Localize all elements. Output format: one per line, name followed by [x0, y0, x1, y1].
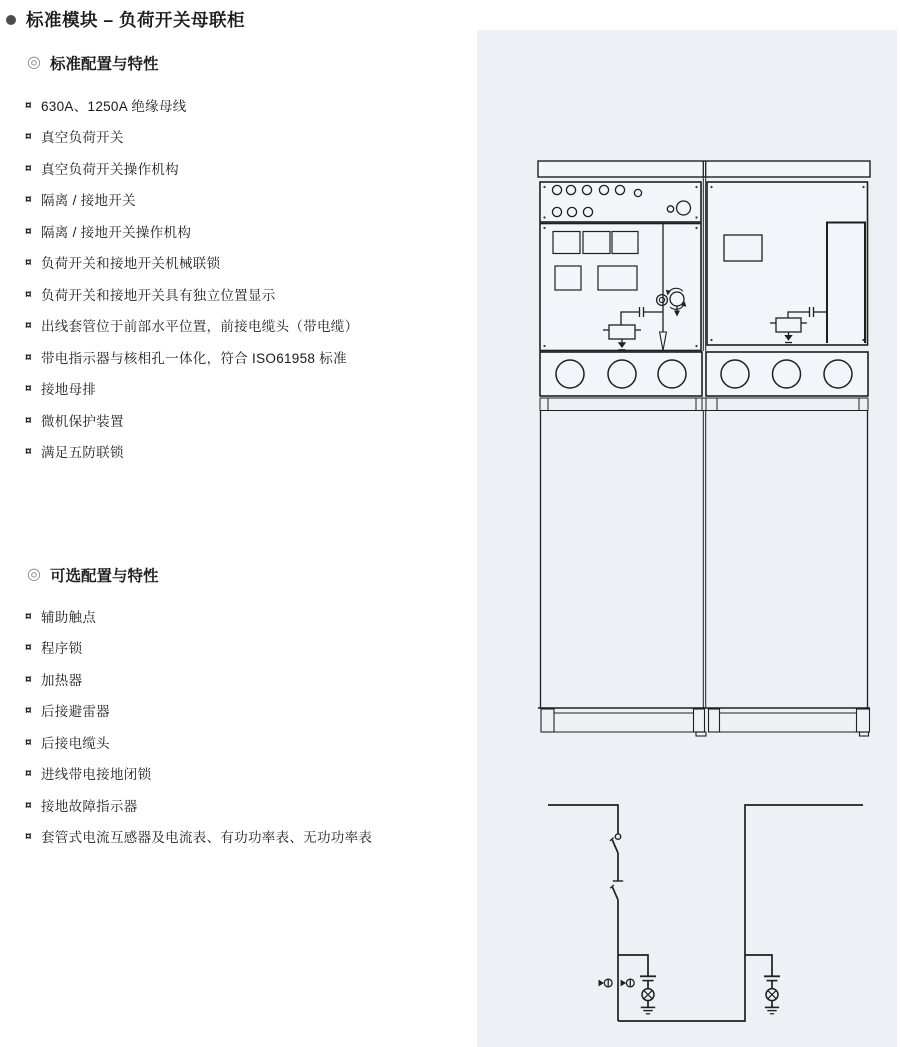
- feature-item-text: 加热器: [40, 672, 83, 688]
- left-instrument-panel: [540, 182, 701, 222]
- feature-item-text: 真空负荷开关操作机构: [40, 161, 179, 177]
- item-bullet-icon: ¤: [25, 129, 32, 144]
- item-bullet-icon: ¤: [25, 734, 32, 749]
- item-bullet-icon: ¤: [25, 381, 32, 396]
- mid-frame-band: [540, 398, 868, 411]
- feature-item: [25, 726, 372, 758]
- feature-item-text: 630A、1250A 绝缘母线: [40, 98, 187, 114]
- right-cabinet-door: [707, 182, 868, 345]
- item-bullet-icon: ¤: [25, 444, 32, 459]
- feature-item-text: 真空负荷开关: [40, 130, 124, 146]
- feature-item-text: 后接避雷器: [40, 704, 110, 720]
- standard-features-heading: [27, 52, 158, 74]
- feature-item: [25, 600, 372, 632]
- feature-item-text: 套管式电流互感器及电流表、有功功率表、无功功率表: [40, 830, 373, 846]
- feature-item: [25, 310, 358, 342]
- feature-item: [25, 341, 358, 373]
- cabinet-front-view: [538, 161, 870, 736]
- feature-item: [25, 121, 358, 153]
- section-marker-icon: ◎: [27, 566, 41, 583]
- feature-item-text: 微机保护装置: [40, 413, 124, 429]
- feature-item-text: 接地母排: [40, 382, 97, 398]
- feature-item-text: 程序锁: [40, 641, 83, 657]
- item-bullet-icon: ¤: [25, 671, 32, 686]
- item-bullet-icon: ¤: [25, 766, 32, 781]
- diagram-panel: [477, 30, 897, 1047]
- feature-item-text: 满足五防联锁: [40, 445, 124, 461]
- item-bullet-icon: ¤: [25, 160, 32, 175]
- feature-item-text: 出线套管位于前部水平位置，前接电缆头（带电缆）: [40, 319, 359, 335]
- feature-item-text: 后接电缆头: [40, 735, 110, 751]
- item-bullet-icon: ¤: [25, 640, 32, 655]
- feature-item: [25, 152, 358, 184]
- item-bullet-icon: ¤: [25, 192, 32, 207]
- page-title-text: 标准模块 – 负荷开关母联柜: [26, 10, 245, 30]
- item-bullet-icon: ¤: [25, 255, 32, 270]
- standard-features-heading-text: 标准配置与特性: [49, 56, 159, 73]
- standard-features-list: [25, 89, 358, 467]
- cabinet-technical-drawing: [477, 30, 897, 1047]
- title-bullet-icon: [6, 15, 16, 25]
- cabinet-base: [538, 708, 870, 736]
- item-bullet-icon: ¤: [25, 412, 32, 427]
- feature-item: [25, 632, 372, 664]
- item-bullet-icon: ¤: [25, 797, 32, 812]
- optional-features-list: [25, 600, 372, 852]
- single-line-diagram: [548, 805, 863, 1021]
- feature-item: [25, 184, 358, 216]
- feature-item: [25, 89, 358, 121]
- item-bullet-icon: ¤: [25, 349, 32, 364]
- feature-item: [25, 215, 358, 247]
- item-bullet-icon: ¤: [25, 703, 32, 718]
- cable-bushing-row: [540, 352, 868, 396]
- feature-item-text: 辅助触点: [40, 609, 97, 625]
- feature-item: [25, 247, 358, 279]
- item-bullet-icon: ¤: [25, 223, 32, 238]
- left-cabinet-door: [540, 224, 701, 351]
- lower-cabinet-section: [541, 411, 868, 709]
- feature-item-text: 进线带电接地闭锁: [40, 767, 152, 783]
- feature-item: [25, 758, 372, 790]
- item-bullet-icon: ¤: [25, 97, 32, 112]
- feature-item-text: 隔离 / 接地开关: [40, 193, 136, 209]
- page-title: [6, 7, 245, 32]
- feature-item: [25, 663, 372, 695]
- section-marker-icon: ◎: [27, 54, 41, 71]
- item-bullet-icon: ¤: [25, 608, 32, 623]
- feature-item: [25, 789, 372, 821]
- feature-item-text: 接地故障指示器: [40, 798, 138, 814]
- feature-item-text: 负荷开关和接地开关具有独立位置显示: [40, 287, 276, 303]
- optional-features-heading: [27, 564, 158, 586]
- feature-item: [25, 821, 372, 853]
- feature-item: [25, 436, 358, 468]
- optional-features-heading-text: 可选配置与特性: [49, 568, 159, 585]
- feature-item: [25, 695, 372, 727]
- feature-item-text: 负荷开关和接地开关机械联锁: [40, 256, 221, 272]
- item-bullet-icon: ¤: [25, 318, 32, 333]
- right-voltage-indicator: [745, 955, 780, 1014]
- feature-item-text: 带电指示器与核相孔一体化，符合 ISO61958 标准: [40, 350, 347, 366]
- item-bullet-icon: ¤: [25, 286, 32, 301]
- feature-item: [25, 278, 358, 310]
- switch-contact-icon: [615, 834, 620, 839]
- feature-item: [25, 404, 358, 436]
- feature-item: [25, 373, 358, 405]
- test-plug-icons: [599, 979, 635, 988]
- feature-item-text: 隔离 / 接地开关操作机构: [40, 224, 192, 240]
- item-bullet-icon: ¤: [25, 829, 32, 844]
